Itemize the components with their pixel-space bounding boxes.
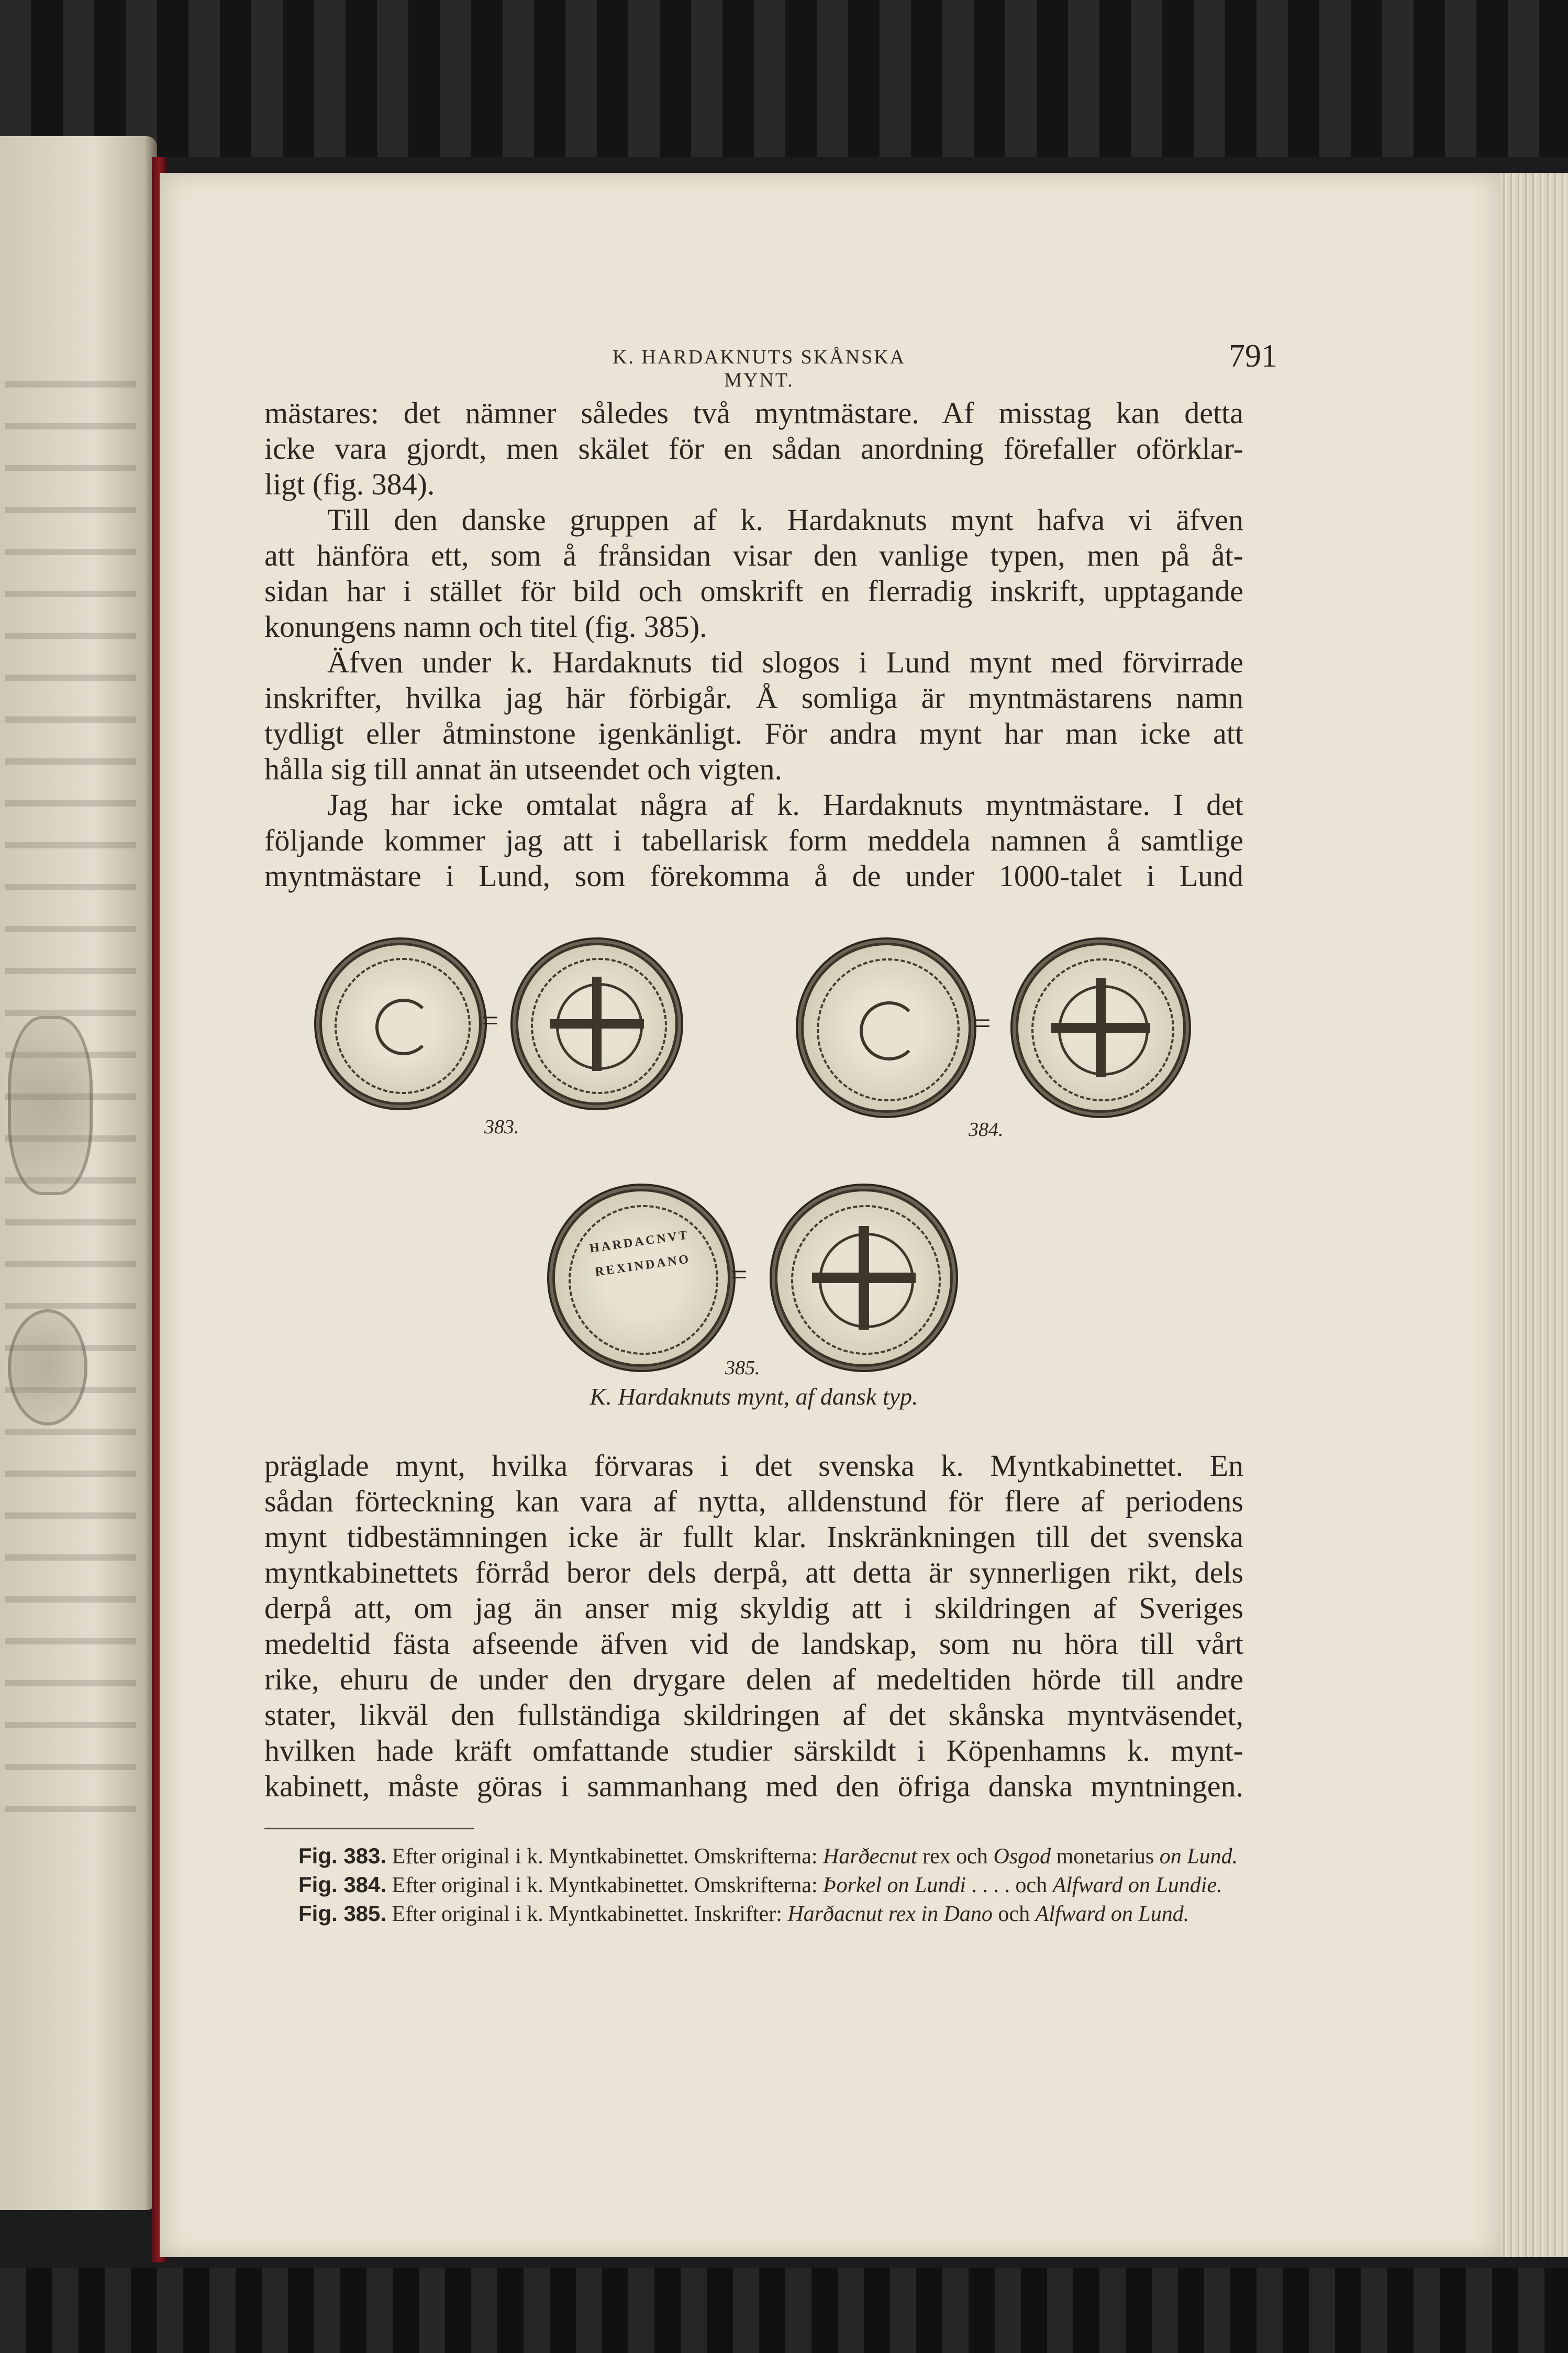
figure-label-385: 385. <box>725 1357 760 1379</box>
footnote-text: och <box>992 1902 1036 1926</box>
text-line: konungens namn och titel (fig. 385). <box>264 610 707 644</box>
coin-385-obverse <box>552 1189 730 1367</box>
coin-383-reverse <box>516 943 678 1105</box>
text-line: sidan har i stället för bild och omskrift en flerradig inskrift, upptagande <box>264 574 1243 608</box>
text-line: medeltid fästa afseende äfven vid de landskap, som nu höra till vårt <box>264 1627 1243 1661</box>
figure-label-383: 383. <box>484 1116 519 1138</box>
text-line: ligt (fig. 384). <box>264 467 435 501</box>
text-line: tydligt eller åtminstone igenkänligt. För andra mynt har man icke att <box>264 716 1243 750</box>
running-title: K. HARDAKNUTS SKÅNSKA MYNT. <box>612 346 906 391</box>
coin-spiral-motif <box>375 999 432 1055</box>
footnote-385 <box>257 1901 1246 1927</box>
text-line: att hänföra ett, som å frånsidan visar den vanlige typen, men på åt- <box>264 538 1243 572</box>
page-number: 791 <box>1229 338 1277 374</box>
text-line: följande kommer jag att i tabellarisk form meddela namnen å samtlige <box>264 823 1243 857</box>
coin-spiral-motif <box>860 1001 919 1060</box>
text-line: myntkabinettets förråd beror dels derpå, att detta är synnerligen rikt, dels <box>264 1555 1243 1589</box>
figure-caption: K. Hardaknuts mynt, af dansk typ. <box>590 1383 918 1410</box>
text-line: präglade mynt, hvilka förvaras i det svenska k. Myntkabinettet. En <box>264 1449 1243 1483</box>
page-stack-edge <box>1500 173 1568 2257</box>
equals-sign-385: = <box>730 1257 748 1291</box>
text-line: Äfven under k. Hardaknuts tid slogos i Lund mynt med förvirrade <box>327 645 1243 679</box>
footnote-text: Efter original i k. Myntkabinettet. Omskrifterna: <box>392 1844 824 1869</box>
left-facing-page <box>0 136 157 2210</box>
footnotes <box>257 1843 1246 1930</box>
text-line: Jag har icke omtalat några af k. Hardaknuts myntmästare. I det <box>327 788 1243 822</box>
coin-384-reverse <box>1016 943 1186 1113</box>
footnote-text: . . . . och <box>966 1873 1053 1897</box>
coin-384-obverse <box>801 943 971 1113</box>
footnote-text: rex och <box>917 1844 994 1869</box>
text-line: myntmästare i Lund, som förekomma å de under 1000-talet i Lund <box>264 859 1243 893</box>
footnote-384 <box>257 1872 1246 1898</box>
coin-cross-bar <box>859 1226 869 1330</box>
footnote-text: Efter original i k. Myntkabinettet. Omskrifterna: <box>392 1873 824 1897</box>
footnote-text: Efter original i k. Myntkabinettet. Inskrifter: <box>392 1902 788 1926</box>
footnote-label: Fig. 383. <box>298 1843 387 1868</box>
footnote-italic: Harðecnut <box>823 1844 917 1869</box>
text-line: sådan förteckning kan vara af nytta, alldenstund för flere af periodens <box>264 1484 1243 1518</box>
coin-cross-bar <box>592 977 602 1071</box>
coin-385-reverse <box>775 1189 953 1367</box>
text-line: Till den danske gruppen af k. Hardaknuts mynt hafva vi äfven <box>327 503 1243 537</box>
footnote-italic: Harðacnut rex in Dano <box>787 1902 993 1926</box>
coin-cross-bar <box>1096 978 1106 1077</box>
text-line: rike, ehuru de under den drygare delen af medeltiden hörde till andre <box>264 1662 1243 1696</box>
equals-sign-383: = <box>482 1003 499 1037</box>
body-text-top <box>264 395 1243 894</box>
text-line: mästares: det nämner således två myntmästare. Af misstag kan detta <box>264 396 1243 430</box>
text-line: hvilken hade kräft omfattande studier särskildt i Köpenhamns k. mynt- <box>264 1733 1243 1767</box>
coin-inscription: HARDACNVTREXINDANO <box>588 1228 692 1279</box>
text-line: kabinett, måste göras i sammanhang med den öfriga danska myntningen. <box>264 1769 1243 1803</box>
body-text-bottom <box>264 1448 1243 1804</box>
text-line: icke vara gjordt, men skälet för en sådan anordning förefaller oförklar- <box>264 432 1243 466</box>
text-line: stater, likväl den fullständiga skildringen af det skånska myntväsendet, <box>264 1698 1243 1732</box>
footnote-rule <box>264 1828 474 1829</box>
footnote-italic: Alfward on Lundie. <box>1052 1873 1222 1897</box>
footnote-text: monetarius <box>1051 1844 1160 1869</box>
text-line: mynt tidbestämningen icke är fullt klar. Inskränkningen till det svenska <box>264 1520 1243 1554</box>
coin-383-obverse <box>319 943 482 1105</box>
footnote-italic: Alfward on Lund. <box>1035 1902 1189 1926</box>
scanner-background-bottom <box>0 2268 1568 2353</box>
footnote-label: Fig. 385. <box>298 1901 387 1926</box>
footnote-italic: on Lund. <box>1159 1844 1238 1869</box>
footnote-label: Fig. 384. <box>298 1872 387 1897</box>
text-line: inskrifter, hvilka jag här förbigår. Å somliga är myntmästarens namn <box>264 681 1243 715</box>
footnote-italic: Þorkel on Lundi <box>823 1873 966 1897</box>
footnote-italic: Osgod <box>993 1844 1051 1869</box>
equals-sign-384: = <box>974 1006 991 1040</box>
text-line: derpå att, om jag än anser mig skyldig att i skildringen af Sveriges <box>264 1591 1243 1625</box>
text-line: hålla sig till annat än utseendet och vigten. <box>264 752 782 786</box>
left-page-coin-ghost-1 <box>8 1016 93 1195</box>
scanner-background-top <box>0 0 1568 157</box>
figure-label-384: 384. <box>969 1119 1004 1141</box>
left-page-coin-ghost-2 <box>8 1309 87 1426</box>
footnote-383 <box>257 1843 1246 1869</box>
